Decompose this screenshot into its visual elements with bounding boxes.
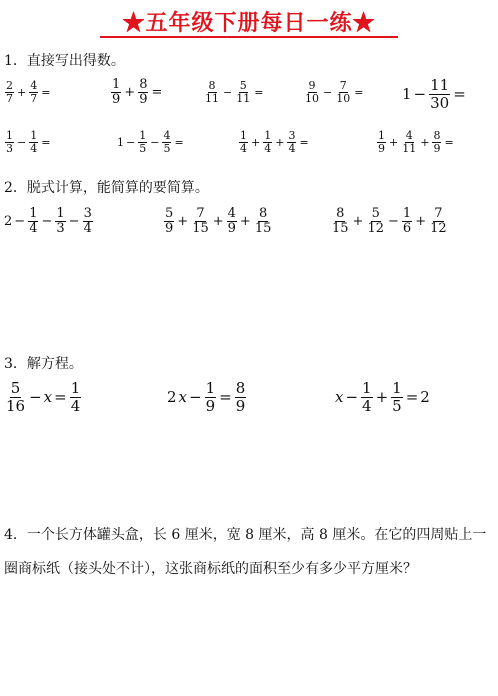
q3-c: x − $\frac{1}{4}$ + $\frac{1}{5}$ = 2 bbox=[335, 379, 430, 415]
section-4-problem: 4．一个长方体罐头盒，长 6 厘米，宽 8 厘米，高 8 厘米。在它的四周贴上一圈商标纸（接头处不计），这张商标纸的面积至少有多少平方厘米？ bbox=[4, 527, 487, 577]
q2-b: $\frac{5}{9}$ + $\frac{7}{15}$ + $\frac{4}{9}$ + $\frac{8}{15}$ bbox=[165, 206, 272, 237]
q1-f: $\frac{1}{3}$ − $\frac{1}{4}$ = bbox=[6, 129, 51, 156]
q1-d: $\frac{9}{10}$ − $\frac{7}{10}$ = bbox=[305, 79, 364, 106]
section-3-heading: 3．解方程。 bbox=[4, 356, 83, 372]
title-underline bbox=[100, 36, 398, 38]
q1-e: 1 − $\frac{11}{30}$ = bbox=[402, 76, 466, 112]
q1-g: 1 − $\frac{1}{5}$ − $\frac{4}{5}$ = bbox=[117, 129, 184, 156]
section-2-heading: 2．脱式计算，能简算的要简算。 bbox=[4, 180, 209, 196]
q1-h: $\frac{1}{4}$ + $\frac{1}{4}$ + $\frac{3}{4}$ = bbox=[240, 129, 309, 156]
q1-b: $\frac{1}{9}$ + $\frac{8}{9}$ = bbox=[112, 77, 163, 108]
q1-i: $\frac{1}{9}$ + $\frac{4}{11}$ + $\frac{8}{9}$ = bbox=[378, 129, 454, 156]
section-1-heading: 1．直接写出得数。 bbox=[4, 53, 125, 69]
q3-b: 2 x − $\frac{1}{9}$ = $\frac{8}{9}$ bbox=[167, 379, 246, 415]
q2-c: $\frac{8}{15}$ + $\frac{5}{12}$ − $\frac{1}{6}$ + $\frac{7}{12}$ bbox=[332, 206, 447, 237]
q3-a: $\frac{5}{16}$ − x = $\frac{1}{4}$ bbox=[6, 379, 81, 415]
q1-c: $\frac{8}{11}$ − $\frac{5}{11}$ = bbox=[205, 79, 264, 106]
q1-a: $\frac{2}{7}$ + $\frac{4}{7}$ = bbox=[6, 79, 51, 106]
page-title: ★五年级下册每日一练★ bbox=[122, 10, 376, 36]
q2-a: 2 − $\frac{1}{4}$ − $\frac{1}{3}$ − $\frac{3}{4}$ bbox=[4, 206, 92, 237]
